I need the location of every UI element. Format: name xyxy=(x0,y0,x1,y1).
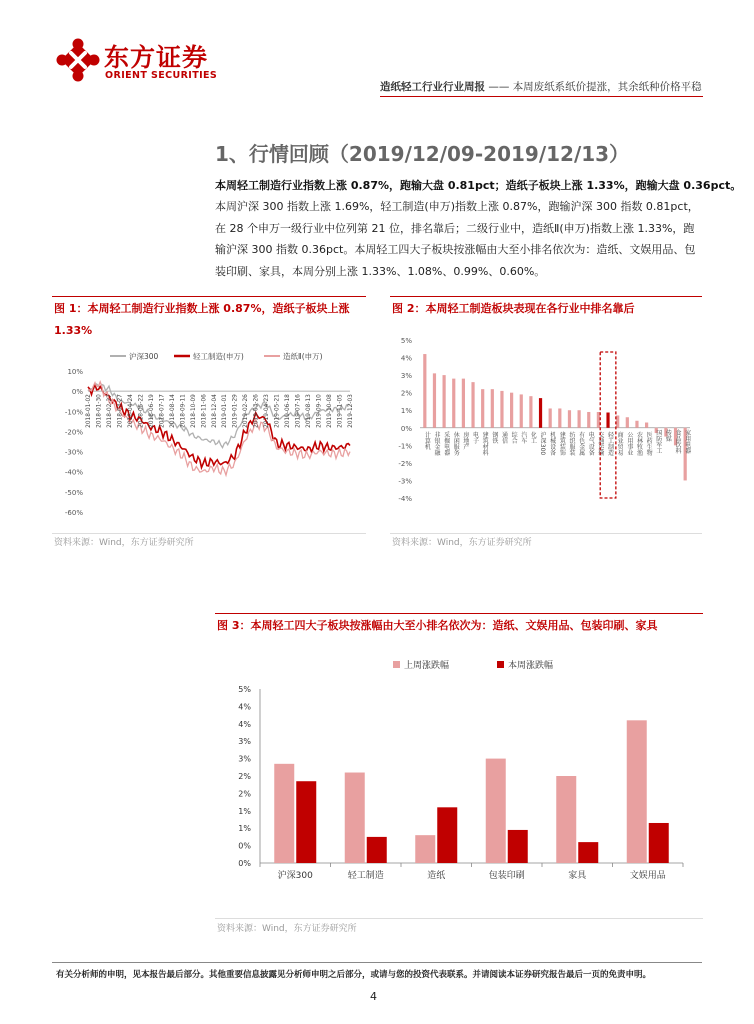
fig2-caption: 图 2：本周轻工制造板块表现在各行业中排名靠后 xyxy=(392,302,635,315)
category-label: 造纸 xyxy=(427,871,446,881)
bar-汽车 xyxy=(520,394,523,427)
logo-name-cn: 东方证券 xyxy=(104,43,209,72)
x-tick-label: 2019-08-13 xyxy=(306,394,313,428)
category-label: 商业贸易 xyxy=(616,431,624,456)
legend-label-2: 造纸Ⅱ(申万) xyxy=(283,352,323,361)
fig1-caption: 图 1：本周轻工制造行业指数上涨 0.87%，造纸子板块上涨 1.33% xyxy=(54,302,350,337)
fig2-bar-chart xyxy=(390,330,702,530)
footer-divider xyxy=(52,962,702,963)
y-tick-label: 4% xyxy=(238,702,251,712)
bar-计算机 xyxy=(423,354,426,428)
x-tick-label: 2018-09-11 xyxy=(180,394,187,428)
category-label: 建筑材料 xyxy=(481,431,489,456)
x-tick-label: 2018-07-17 xyxy=(159,394,166,428)
legend-label-0: 沪深300 xyxy=(129,352,159,361)
bar-轻工制造-0 xyxy=(345,773,365,863)
category-label: 轻工制造 xyxy=(347,871,384,881)
fig3-source: 资料来源：Wind，东方证券研究所 xyxy=(217,924,357,934)
bar-造纸-0 xyxy=(415,835,435,863)
category-label: 电子 xyxy=(471,431,479,444)
legend-swatch-0 xyxy=(393,661,400,668)
category-label: 文娱用品 xyxy=(629,871,666,881)
bar-公用事业 xyxy=(626,417,629,428)
y-tick-label: -30% xyxy=(64,448,83,457)
report-title xyxy=(380,79,702,94)
category-label: 综合 xyxy=(510,431,518,444)
category-label: 医药生物 xyxy=(645,431,653,456)
bar-沪深300-0 xyxy=(274,764,294,863)
report-title-separator: —— xyxy=(488,81,510,93)
y-tick-label: 1% xyxy=(400,407,412,416)
legend-label-0: 上周涨跌幅 xyxy=(404,661,450,671)
logo-mark-icon xyxy=(56,38,100,82)
y-tick-label: 3% xyxy=(238,754,251,764)
y-tick-label: 0% xyxy=(238,859,251,868)
bar-家具-1 xyxy=(578,842,598,863)
fig3-caption: 图 3：本周轻工四大子板块按涨幅由大至小排名依次为：造纸、文娱用品、包装印刷、家具 xyxy=(217,619,658,632)
fig1-source: 资料来源：Wind，东方证券研究所 xyxy=(54,538,194,548)
x-tick-label: 2018-01-02 xyxy=(86,394,92,428)
category-label: 农林牧渔 xyxy=(635,431,643,456)
bar-化工 xyxy=(529,396,532,428)
y-tick-label: 0% xyxy=(238,841,251,851)
category-label: 电气设备 xyxy=(587,431,595,456)
bar-造纸-1 xyxy=(437,807,457,863)
category-label: 沪深300 xyxy=(277,871,313,881)
y-tick-label: 2% xyxy=(400,389,412,398)
bar-沪深300 xyxy=(539,398,542,428)
y-tick-label: 2% xyxy=(238,789,251,799)
legend-swatch-1 xyxy=(497,661,504,668)
bar-轻工制造 xyxy=(606,413,609,428)
y-tick-label: -1% xyxy=(398,442,412,451)
legend-label-1: 轻工制造(申万) xyxy=(193,352,244,361)
category-label: 采掘电器 xyxy=(442,431,450,456)
fig2-source-rule xyxy=(390,533,702,534)
y-tick-label: 5% xyxy=(400,337,412,345)
x-tick-label: 2018-04-24 xyxy=(127,394,134,428)
bar-商业贸易 xyxy=(616,415,619,427)
x-tick-label: 2019-06-18 xyxy=(285,394,292,428)
category-label: 计算机 xyxy=(423,431,431,450)
fig2-top-rule xyxy=(390,296,702,297)
legend-label-1: 本周涨跌幅 xyxy=(508,661,554,671)
bar-休闲服务 xyxy=(452,379,455,428)
body-paragraph: 本周沪深 300 指数上涨 1.69%，轻工制造(申万)指数上涨 0.87%，跑输沪深 300 指数 0.81pct，在 28 个申万一级行业中位列第 21 位，排名靠后；二级行业中，造纸Ⅱ(申万)指数上涨 1.33%，跑输沪深 300 指数 0.36pct。本周轻工四大子板块按涨幅由大至小排名依次为：造纸、文娱用品、包装印刷、家具，本周分别上涨 1.33%、1.08%、0.99%、0.60%。 xyxy=(215,200,699,279)
category-label: 包装印刷 xyxy=(488,871,525,881)
x-tick-label: 2018-02-27 xyxy=(106,394,113,428)
x-tick-label: 2018-12-04 xyxy=(211,394,218,428)
bar-综合 xyxy=(510,393,513,428)
y-tick-label: -10% xyxy=(64,408,83,417)
fig3-source-rule xyxy=(215,918,703,919)
x-tick-label: 2019-10-08 xyxy=(327,394,334,428)
bar-机械设备 xyxy=(549,408,552,427)
bar-文娱用品-1 xyxy=(649,823,669,863)
category-label: 非银金融 xyxy=(432,431,440,456)
x-tick-label: 2018-10-09 xyxy=(190,394,197,428)
section-title: 1、行情回顾（2019/12/09-2019/12/13） xyxy=(215,142,630,166)
bar-家具-0 xyxy=(556,776,576,863)
category-label: 食品饮料 xyxy=(674,429,682,454)
category-label: 建筑装饰 xyxy=(558,431,566,456)
y-tick-label: -2% xyxy=(398,459,412,468)
fig1-top-rule xyxy=(52,296,366,297)
category-label: 机械设备 xyxy=(548,431,556,456)
report-title-sub: 本周废纸系纸价提涨，其余纸种价格平稳 xyxy=(512,81,702,93)
x-tick-label: 2018-08-14 xyxy=(169,394,176,428)
y-tick-label: 1% xyxy=(238,824,251,834)
logo-name-en: ORIENT SECURITIES xyxy=(105,70,218,81)
bar-通信 xyxy=(500,391,503,428)
category-label: 家用电器 xyxy=(683,429,691,454)
x-tick-label: 2018-01-30 xyxy=(96,394,103,428)
x-tick-label: 2019-04-23 xyxy=(264,394,271,428)
bar-医药生物 xyxy=(645,423,648,428)
y-tick-label: 1% xyxy=(238,806,251,816)
category-label: 沪深300 xyxy=(539,431,547,456)
bar-农林牧渔 xyxy=(635,421,638,428)
y-tick-label: 10% xyxy=(67,368,83,376)
category-label: 有色金属 xyxy=(577,431,585,456)
x-tick-label: 2019-01-29 xyxy=(232,394,239,428)
category-label: 房地产 xyxy=(461,431,469,450)
y-tick-label: -4% xyxy=(398,495,412,503)
category-label: 汽车 xyxy=(519,431,527,444)
x-tick-label: 2019-12-03 xyxy=(348,394,354,428)
x-tick-label: 2018-05-22 xyxy=(138,394,145,428)
bar-非银金融 xyxy=(433,373,436,427)
x-tick-label: 2019-03-26 xyxy=(253,394,260,428)
bar-钢铁 xyxy=(491,389,494,428)
x-tick-label: 2019-01-01 xyxy=(222,394,229,428)
x-tick-label: 2019-09-10 xyxy=(316,394,323,428)
x-tick-label: 2018-06-19 xyxy=(148,394,155,428)
y-tick-label: 2% xyxy=(238,772,251,781)
bar-包装印刷-0 xyxy=(486,759,506,863)
category-label: 纺织服装 xyxy=(567,431,575,456)
category-label: 通信 xyxy=(500,431,508,444)
bar-电子 xyxy=(471,382,474,428)
x-tick-label: 2019-02-26 xyxy=(243,394,250,428)
y-tick-label: 4% xyxy=(400,354,412,363)
category-label: 公用事业 xyxy=(625,431,633,456)
fig1-line-chart xyxy=(52,345,366,525)
x-tick-label: 2019-07-16 xyxy=(295,394,302,428)
category-label: 钢铁 xyxy=(490,431,498,444)
fig3-top-rule xyxy=(215,613,703,614)
fig3-bar-chart xyxy=(215,655,703,890)
y-tick-label: 3% xyxy=(400,372,412,381)
footer-disclaimer: 有关分析师的申明，见本报告最后部分。其他重要信息披露见分析师申明之后部分，或请与您的投资代表联系。并请阅读本证券研究报告最后一页的免责申明。 xyxy=(56,970,652,980)
category-label: 休闲服务 xyxy=(452,431,460,456)
bar-有色金属 xyxy=(578,410,581,428)
fig1-source-rule xyxy=(52,533,366,534)
bar-房地产 xyxy=(462,379,465,428)
x-tick-label: 2018-11-06 xyxy=(201,394,208,428)
bar-交通运输 xyxy=(597,412,600,428)
y-tick-label: 0% xyxy=(71,388,83,397)
bar-纺织服装 xyxy=(568,410,571,428)
header-divider xyxy=(380,96,703,97)
y-tick-label: 0% xyxy=(400,424,412,433)
category-label: 国防军工 xyxy=(654,429,662,454)
y-tick-label: -20% xyxy=(64,428,83,437)
y-tick-label: -50% xyxy=(64,488,83,497)
bar-文娱用品-0 xyxy=(627,720,647,863)
category-label: 交通运输 xyxy=(596,431,604,456)
y-tick-label: 5% xyxy=(238,685,251,694)
bar-建筑装饰 xyxy=(558,408,561,427)
bar-轻工制造-1 xyxy=(367,837,387,863)
category-label: 传媒 xyxy=(664,429,672,442)
y-tick-label: -3% xyxy=(398,477,412,486)
bar-沪深300-1 xyxy=(296,781,316,863)
x-tick-label: 2018-03-27 xyxy=(117,394,124,428)
x-tick-label: 2019-11-05 xyxy=(337,394,344,428)
y-tick-label: 3% xyxy=(238,737,251,747)
category-label: 家具 xyxy=(568,871,587,881)
bar-采掘电器 xyxy=(443,375,446,428)
bar-建筑材料 xyxy=(481,389,484,428)
y-tick-label: -60% xyxy=(64,509,83,517)
lead-sentence: 本周轻工制造行业指数上涨 0.87%，跑输大盘 0.81pct；造纸子板块上涨 1.33%，跑输大盘 0.36pct。 xyxy=(215,179,742,192)
page-number: 4 xyxy=(370,990,377,1003)
x-tick-label: 2019-05-21 xyxy=(274,394,281,428)
y-tick-label: 4% xyxy=(238,719,251,729)
category-label: 轻工制造 xyxy=(606,431,614,456)
report-title-main: 造纸轻工行业行业周报 xyxy=(380,81,485,93)
category-label: 化工 xyxy=(529,431,537,444)
bar-电气设备 xyxy=(587,412,590,428)
bar-包装印刷-1 xyxy=(508,830,528,863)
y-tick-label: -40% xyxy=(64,468,83,477)
fig2-source: 资料来源：Wind，东方证券研究所 xyxy=(392,538,532,548)
